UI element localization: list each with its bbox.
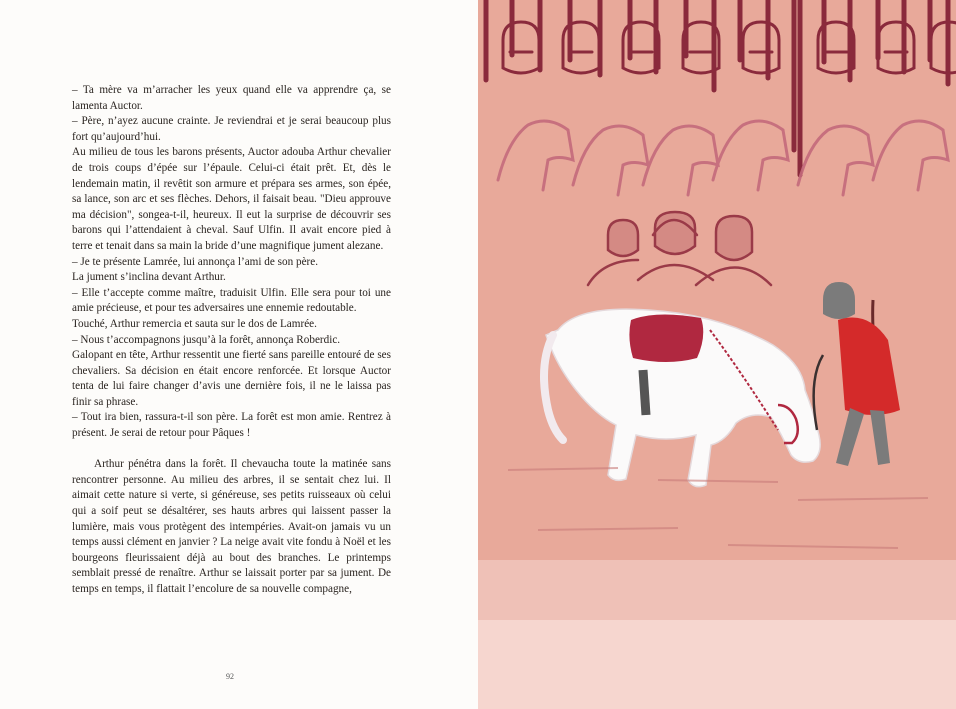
story-text	[72, 83, 391, 598]
paragraph: Galopant en tête, Arthur ressentit une fierté sans pareille entouré de ses chevaliers. Sa décision en était encore renforcée. Et lorsque Auctor tenta de lui faire changer d’avis une dernière fois, il ne le laissa pas finir sa phrase.	[72, 349, 391, 408]
paragraph: Arthur pénétra dans la forêt. Il chevaucha toute la matinée sans rencontrer personne. Au milieu des arbres, il se sentait chez lui. Il aimait cette nature si verte, si généreuse, ses petits ruisseaux où celui qui a soif peut se désaltérer, ses hauts arbres qui laissent passer la lumière, mais vous protègent des intempéries. Avait-on jamais vu un temps aussi clément en janvier ? La neige avait vite fondu à Noël et les bourgeons fleurissaient déjà au bout des branches. Le printemps semblait pressé de renaître. Arthur se laissait porter par sa jument. De temps en temps, il flattait l’encolure de sa nouvelle compagne,	[72, 458, 391, 595]
page-number: 92	[226, 672, 234, 681]
paragraph: – Père, n’ayez aucune crainte. Je reviendrai et je serai beaucoup plus fort qu’aujourd’hui.	[72, 115, 391, 143]
saddle-strap	[643, 370, 646, 415]
paragraph: – Nous t’accompagnons jusqu’à la forêt, annonça Roberdic.	[72, 333, 341, 346]
knight-and-horse-illustration	[478, 0, 956, 709]
paragraph: – Elle t’accepte comme maître, traduisit Ulfin. Elle sera pour toi une amie précieuse, et pour tes adversaires une ennemie redoutable.	[72, 286, 391, 315]
paragraph: – Je te présente Lamrée, lui annonça l’ami de son père.	[72, 255, 319, 268]
paragraph: Au milieu de tous les barons présents, Auctor adouba Arthur chevalier de trois coups d’épée sur l’épaule. Celui-ci était prêt. Et, dès le lendemain matin, il revêtit son armure et prépara ses armes, son épée, sa lance, son arc et ses flèches. Dehors, il faisait beau. "Dieu approuve ma décision", songea-t-il, heureux. Il eut la surprise de découvrir ses barons qui l’attendaient à cheval. Sauf Ulfin. Il avait encore pied à terre et tenait dans sa main la bride d’une magnifique jument alezane.	[72, 146, 391, 252]
paragraph: – Ta mère va m’arracher les yeux quand elle va apprendre ça, se lamenta Auctor.	[72, 84, 391, 112]
paragraph: La jument s’inclina devant Arthur.	[72, 271, 226, 284]
knight-helmet	[823, 282, 855, 319]
section-gap	[72, 442, 391, 458]
ground-wash-light	[478, 620, 956, 709]
paragraph: Touché, Arthur remercia et sauta sur le dos de Lamrée.	[72, 317, 317, 330]
red-saddle	[629, 314, 703, 362]
paragraph: – Tout ira bien, rassura-t-il son père. La forêt est mon amie. Rentrez à présent. Je serai de retour pour Pâques !	[72, 411, 391, 440]
illustration-page	[478, 0, 956, 709]
